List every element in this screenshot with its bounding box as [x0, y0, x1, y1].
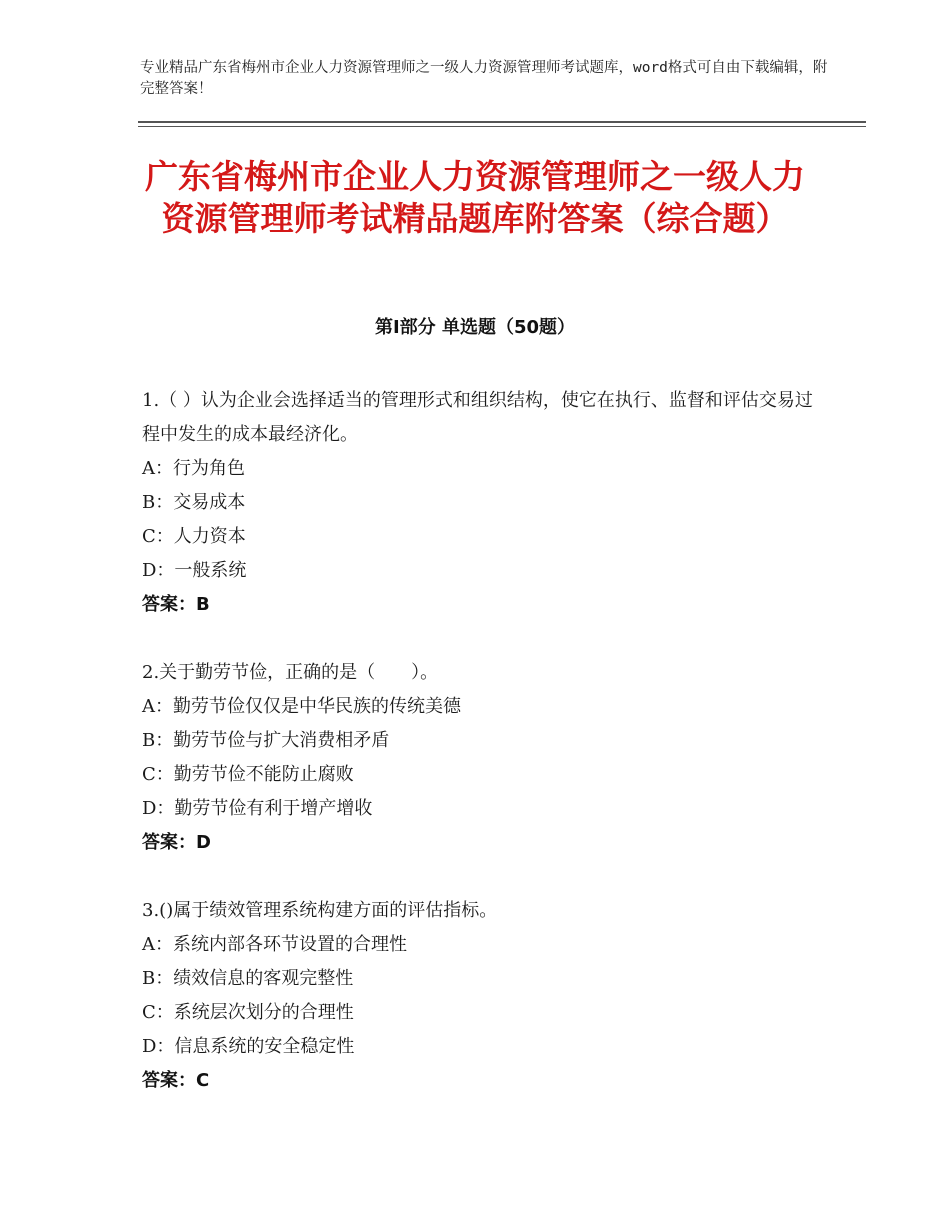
option-c: C：系统层次划分的合理性: [142, 1002, 354, 1023]
document-title: 广东省梅州市企业人力资源管理师之一级人力资源管理师考试精品题库附答案（综合题）: [145, 157, 805, 238]
header-note: 专业精品广东省梅州市企业人力资源管理师之一级人力资源管理师考试题库，word格式可自由下载编辑，附完整答案！: [140, 60, 828, 97]
question-list: [142, 384, 822, 1132]
question-3: [142, 894, 822, 1098]
question-stem: 1.（ ）认为企业会选择适当的管理形式和组织结构，使它在执行、监督和评估交易过程中发生的成本最经济化。: [142, 390, 813, 445]
header-divider-thick: [138, 121, 866, 123]
answer: 答案：B: [142, 594, 210, 615]
question-stem: 3.()属于绩效管理系统构建方面的评估指标。: [142, 900, 498, 921]
answer: 答案：D: [142, 832, 211, 853]
option-a: A：行为角色: [142, 458, 245, 479]
option-d: D：勤劳节俭有利于增产增收: [142, 798, 373, 819]
option-a: A：系统内部各环节设置的合理性: [142, 934, 407, 955]
header-divider-thin: [138, 126, 866, 127]
question-2: [142, 656, 822, 860]
option-a: A：勤劳节俭仅仅是中华民族的传统美德: [142, 696, 461, 717]
option-b: B：绩效信息的客观完整性: [142, 968, 354, 989]
answer: 答案：C: [142, 1070, 210, 1091]
option-c: C：勤劳节俭不能防止腐败: [142, 764, 354, 785]
question-1: [142, 384, 822, 622]
option-d: D：信息系统的安全稳定性: [142, 1036, 355, 1057]
option-b: B：勤劳节俭与扩大消费相矛盾: [142, 730, 390, 751]
option-b: B：交易成本: [142, 492, 246, 513]
option-c: C：人力资本: [142, 526, 246, 547]
option-d: D：一般系统: [142, 560, 247, 581]
section-title: 第Ⅰ部分 单选题（50题）: [374, 317, 575, 338]
question-stem: 2.关于勤劳节俭，正确的是（ ）。: [142, 662, 439, 683]
